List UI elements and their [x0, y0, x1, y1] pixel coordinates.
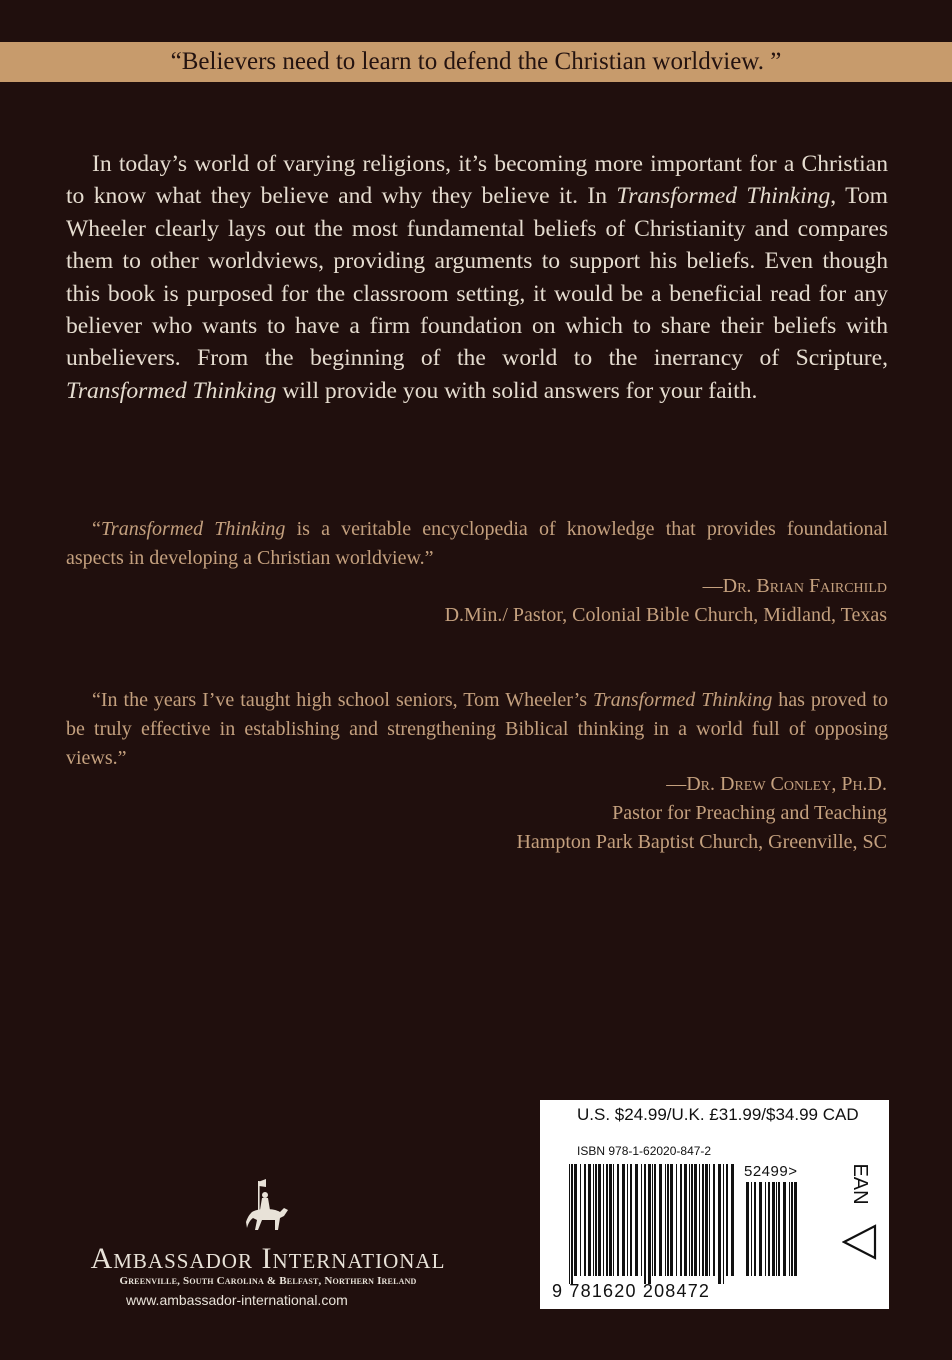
blurb-book-title-1: Transformed Thinking — [616, 183, 831, 210]
endorsement-2-book-title: Transformed Thinking — [592, 689, 773, 711]
endorsement-1-book-title: Transformed Thinking — [100, 518, 286, 540]
endorsement-1-open: “ — [92, 518, 101, 540]
blurb-part-3: will provide you with solid answers for your faith. — [276, 377, 758, 404]
publisher-logo — [66, 1178, 470, 1288]
blurb-part-2: , Tom Wheeler clearly lays out the most fundamental beliefs of Christianity and compares them to other worldviews, providing arguments to support his beliefs. Even though this book is purposed for the classroom setting, it would be a beneficial read for any believer who wants to have a firm foundation on which to share their beliefs with unbelievers. From the beginning of the world to the inerrancy of Scripture, — [66, 183, 888, 372]
publisher-location: Greenville, South Carolina & Belfast, Northern Ireland — [119, 1275, 417, 1287]
isbn-label: ISBN 978-1-62020-847-2 — [577, 1144, 712, 1158]
top-quote-banner — [0, 42, 952, 82]
endorsement-2 — [66, 686, 888, 773]
endorsement-2-church: Hampton Park Baptist Church, Greenville, SC — [516, 831, 887, 853]
book-description — [66, 148, 888, 407]
endorsement-2-text: has proved to be truly effective in establishing and strengthening Biblical thinking in a world full of opposing views.” — [66, 689, 889, 769]
price-line: U.S. $24.99/U.K. £31.99/$34.99 CAD — [577, 1105, 859, 1124]
publisher-name: Ambassador International — [90, 1242, 446, 1275]
endorsement-1-attribution — [445, 572, 887, 630]
blurb-book-title-2: Transformed Thinking — [66, 377, 277, 404]
knight-on-horseback-icon — [244, 1178, 292, 1238]
endorsement-2-name: —Dr. Drew Conley, Ph.D. — [666, 773, 887, 795]
barcode-digits: 9 781620 208472 — [552, 1281, 711, 1301]
endorsement-1-text: is a veritable encyclopedia of knowledge that provides foundational aspects in developing a Christian worldview.” — [66, 518, 888, 569]
endorsement-1-title: D.Min./ Pastor, Colonial Bible Church, Midland, Texas — [444, 604, 887, 626]
endorsement-2-title: Pastor for Preaching and Teaching — [612, 802, 887, 824]
ean-barcode — [567, 1164, 737, 1284]
barcode-panel — [540, 1100, 889, 1309]
triangle-icon — [842, 1224, 878, 1260]
blurb-part-1: In today’s world of varying religions, it’s becoming more important for a Christian to know what they believe and why they believe it. In — [66, 151, 888, 210]
publisher-website: www.ambassador-international.com — [126, 1292, 348, 1308]
price-extension-barcode — [744, 1182, 800, 1284]
banner-quote: “Believers need to learn to defend the Christian worldview. ” — [170, 48, 782, 75]
endorsement-2-attribution — [516, 770, 887, 857]
endorsement-2-text-pre: “In the years I’ve taught high school seniors, Tom Wheeler’s — [92, 689, 593, 711]
price-extension-digits: 52499> — [744, 1163, 798, 1180]
endorsement-1-name: —Dr. Brian Fairchild — [702, 575, 887, 597]
ean-label: EAN — [849, 1163, 872, 1205]
endorsement-1 — [66, 515, 888, 573]
